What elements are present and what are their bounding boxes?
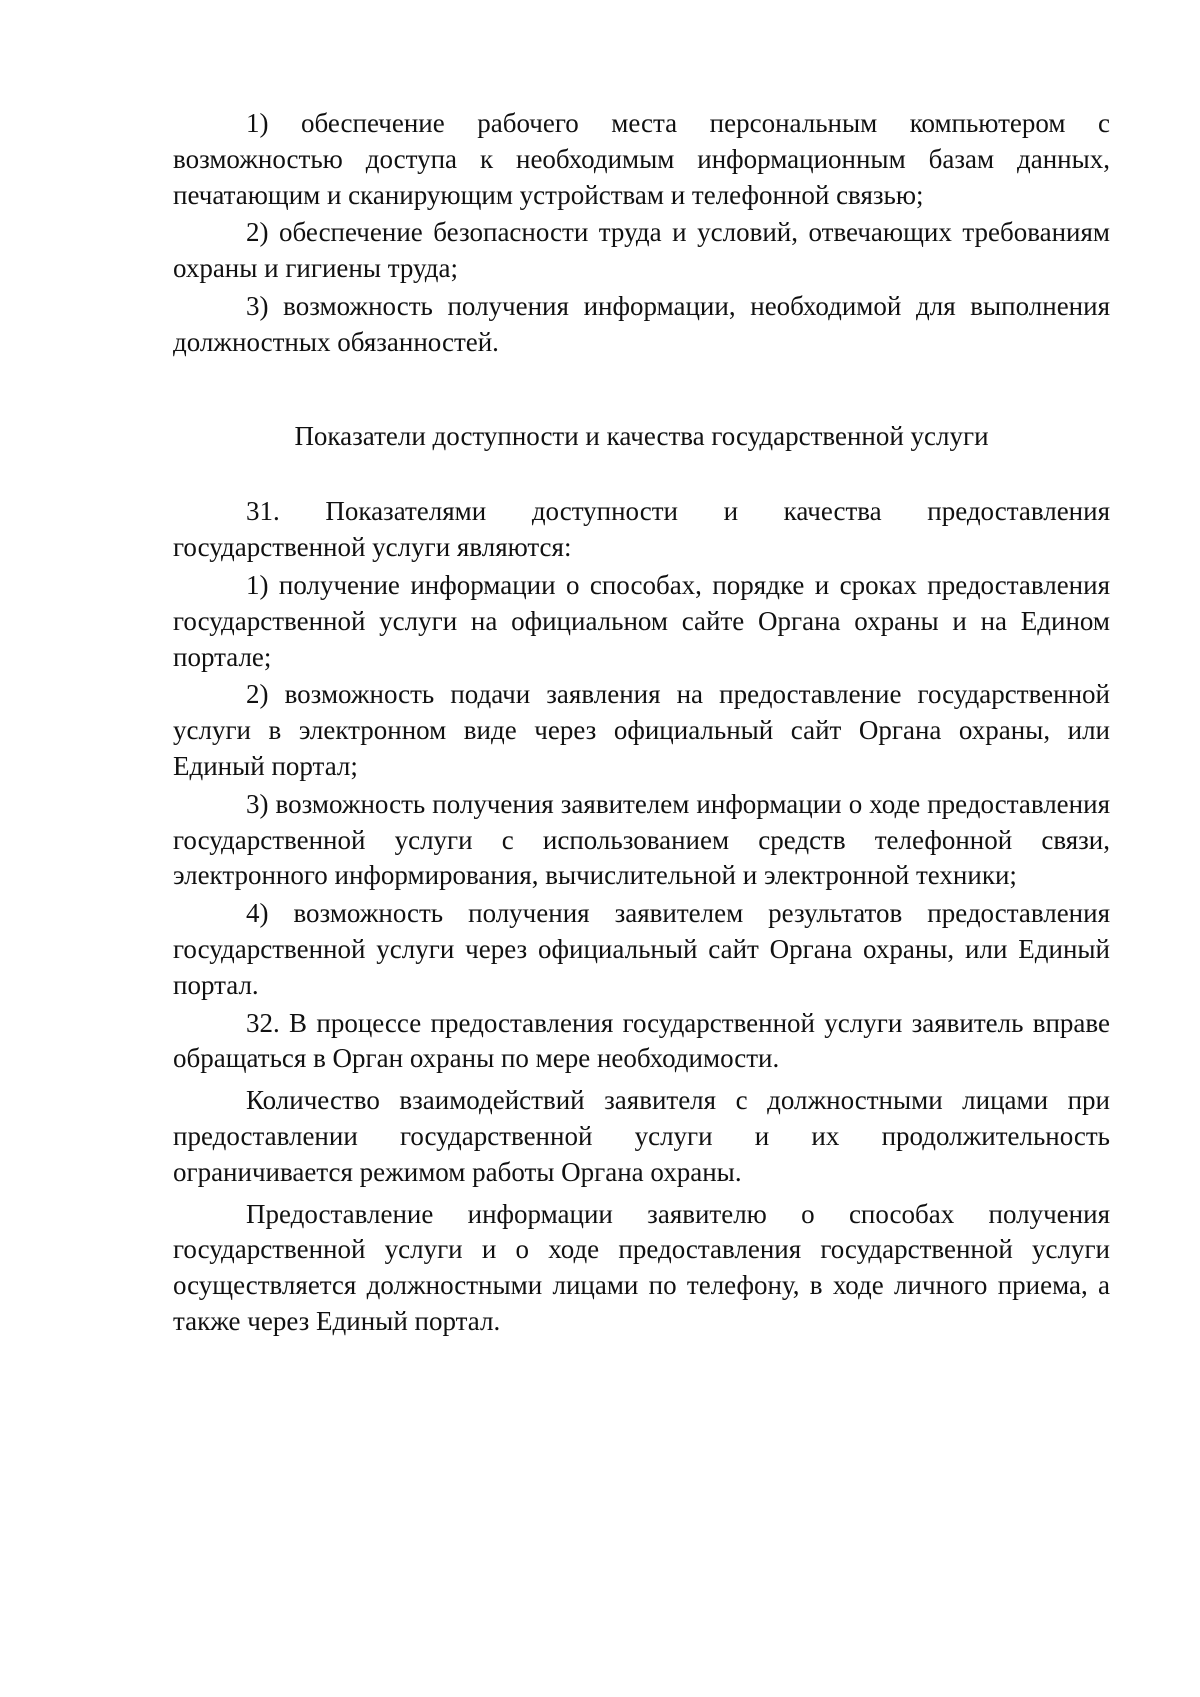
paragraph-31-item-4: 4) возможность получения заявителем результатов предоставления государственной услуги через официальный сайт Органа охраны, или Единый портал. [173,898,1110,1000]
paragraph-information-access: 3) возможность получения информации, необходимой для выполнения должностных обязанностей. [173,290,1110,357]
document-page [173,106,1110,1342]
paragraph-31: 31. Показателями доступности и качества предоставления государственной услуги являются: [173,496,1110,563]
section-heading: Показатели доступности и качества государственной услуги [294,420,989,451]
paragraph-31-item-2: 2) возможность подачи заявления на предоставление государственной услуги в электронном виде через официальный сайт Органа охраны, или Единый портал; [173,679,1110,781]
paragraph-31-item-3: 3) возможность получения заявителем информации о ходе предоставления государственной услуги с использованием средств телефонной связи, электронного информирования, вычислительной и электронной техники; [173,788,1110,891]
paragraph-interactions: Количество взаимодействий заявителя с должностными лицами при предоставлении государственной услуги и их продолжительность ограничивается режимом работы Органа охраны. [173,1085,1110,1187]
paragraph-labor-safety: 2) обеспечение безопасности труда и условий, отвечающих требованиям охраны и гигиены труда; [173,217,1110,284]
paragraph-31-item-1: 1) получение информации о способах, порядке и сроках предоставления государственной услуги на официальном сайте Органа охраны и на Едином портале; [173,569,1110,672]
paragraph-32: 32. В процессе предоставления государственной услуги заявитель вправе обращаться в Орган охраны по мере необходимости. [173,1007,1110,1074]
paragraph-workplace-computer: 1) обеспечение рабочего места персональным компьютером с возможностью доступа к необходимым информационным базам данных, печатающим и сканирующим устройствам и телефонной связью; [173,108,1110,210]
paragraph-information-provision: Предоставление информации заявителю о способах получения государственной услуги и о ходе предоставления государственной услуги осуществляется должностными лицами по телефону, в ходе личного приема, а также через Единый портал. [173,1198,1110,1336]
